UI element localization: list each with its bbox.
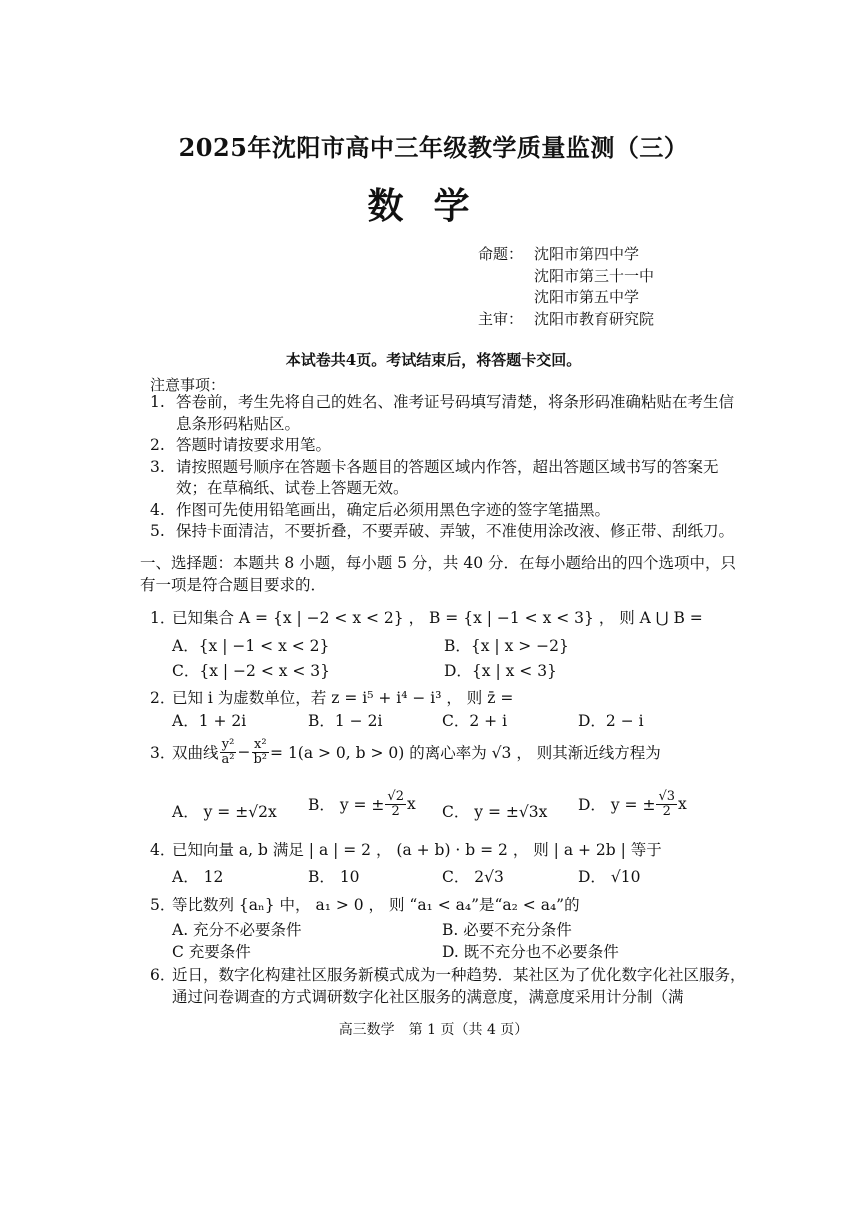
option-c: C．2 + i [442, 712, 508, 730]
reviewer: 沈阳市教育研究院 [534, 309, 655, 328]
notice-item: 5. 保持卡面清洁，不要折叠，不要弄破、弄皱，不准使用涂改液、修正带、刮纸刀。 [150, 522, 735, 540]
fraction: $\frac{\text{y²}}{\text{a²}}$ [221, 737, 235, 767]
reviewer-label: 主审： [478, 309, 524, 328]
notice-item: 4. 作图可先使用铅笔画出，确定后必须用黑色字迹的签字笔描黑。 [150, 500, 611, 519]
option-a: A. 充分不必要条件 [172, 921, 302, 939]
option-a: A．1 + 2i [172, 712, 247, 730]
question-stem: 已知集合 A = {x | −2 < x < 2} ， B = {x | −1 < x < 3} ， 则 A ⋃ B = [172, 609, 703, 627]
proposer-2: 沈阳市第三十一中 [534, 266, 655, 285]
question-stem: 近日，数字化构建社区服务新模式成为一种趋势．某社区为了优化数字化社区服务，通过问卷调查的方式调研数字化社区服务的满意度，满意度采用计分制（满 [172, 966, 746, 1006]
page-footer: 高三数学 第 1 页（共 4 页） [338, 1022, 529, 1038]
question-stem: 已知向量 a, b 满足 | a | = 2 ， (a + b) · b = 2 ， 则 | a + 2b | 等于 [172, 841, 662, 859]
proposer-1: 沈阳市第四中学 [534, 245, 640, 263]
fraction: $\frac{\text{x²}}{\text{b²}}$ [253, 737, 268, 767]
authors-block [478, 244, 654, 330]
option-b: B． 10 [308, 868, 360, 886]
section-heading: 一、选择题：本题共 8 小题，每小题 5 分，共 40 分．在每小题给出的四个选项中，只有一项是符合题目要求的． [140, 554, 737, 594]
question-2: 2． 已知 i 为虚数单位，若 z = i⁵ + i⁴ − i³ ， 则 z̄ = [150, 686, 750, 708]
proposer-label: 命题： [478, 245, 524, 263]
option-d: D．{x | x < 3} [444, 662, 557, 680]
option-c: C 充要条件 [172, 943, 251, 961]
option-a: A．{x | −1 < x < 2} [172, 637, 330, 655]
option-d: D. 既不充分也不必要条件 [442, 943, 619, 961]
question-stem: 等比数列 {aₙ} 中， a₁ > 0 ， 则 “a₁ < a₄”是“a₂ < a₄”的 [172, 896, 580, 914]
notice-item: 2. 答题时请按要求用笔。 [150, 436, 332, 454]
option-d: D． y = ± $\frac{√3}{2}$ x [578, 789, 687, 819]
option-d: D． √10 [578, 868, 641, 886]
question-4: 4． 已知向量 a, b 满足 | a | = 2 ， (a + b) · b = 2 ， 则 | a + 2b | 等于 [150, 838, 750, 860]
option-c: C． 2√3 [442, 868, 504, 886]
notice-item: 1. 答卷前，考生先将自己的姓名、准考证号码填写清楚，将条形码准确粘贴在考生信息条形码粘贴区。 [150, 393, 735, 433]
question-stem: 已知 i 为虚数单位，若 z = i⁵ + i⁴ − i³ ， 则 z̄ = [172, 689, 514, 707]
option-a: A． y = ±√2x [172, 803, 277, 821]
option-c: C． y = ±√3x [442, 803, 548, 821]
option-b: B． y = ± $\frac{√2}{2}$ x [308, 789, 416, 819]
question-1: 1． 已知集合 A = {x | −2 < x < 2} ， B = {x | −1 < x < 3} ， 则 A ⋃ B = [150, 606, 750, 628]
exam-subject: 数学 [367, 185, 500, 227]
option-c: C．{x | −2 < x < 3} [172, 662, 331, 680]
option-b: B．{x | x > −2} [444, 637, 569, 655]
option-b: B．1 − 2i [308, 712, 383, 730]
notice-item: 3. 请按照题号顺序在答题卡各题目的答题区域内作答，超出答题区域书写的答案无效；在草稿纸、试卷上答题无效。 [150, 457, 719, 497]
option-a: A． 12 [172, 868, 224, 886]
exam-intro: 本试卷共4页。考试结束后，将答题卡交回。 [285, 351, 582, 369]
notice-heading: 注意事项： [150, 376, 226, 394]
question-6: 6． 近日，数字化构建社区服务新模式成为一种趋势．某社区为了优化数字化社区服务，通过问卷调查的方式调研数字化社区服务的满意度，满意度采用计分制（满 [150, 964, 750, 1008]
exam-title: 2025年沈阳市高中三年级教学质量监测（三） [178, 133, 689, 162]
question-3: 3． 双曲线 $\frac{\text{y²}}{\text{a²}}$ − $\frac{\text{x²}}{\text{b²}}$ = 1(a > 0, b > 0) 的离心率为 √3 ， 则其渐近线方程为 [150, 737, 661, 767]
notice-list [150, 392, 740, 543]
option-d: D．2 − i [578, 712, 644, 730]
question-5: 5． 等比数列 {aₙ} 中， a₁ > 0 ， 则 “a₁ < a₄”是“a₂ < a₄”的 [150, 893, 750, 915]
proposer-3: 沈阳市第五中学 [534, 288, 640, 306]
option-b: B. 必要不充分条件 [442, 921, 572, 939]
